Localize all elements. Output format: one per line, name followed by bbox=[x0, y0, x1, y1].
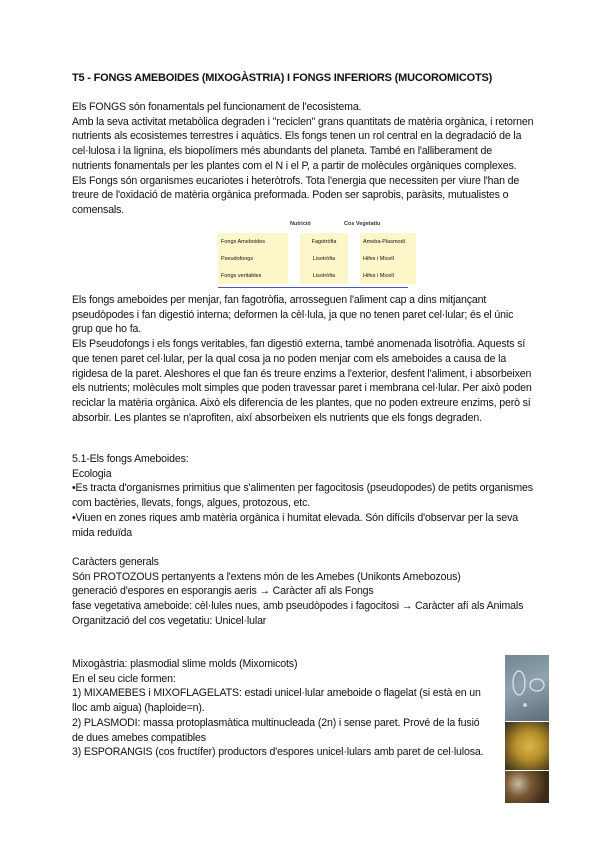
table-cell: Pseudofongs bbox=[218, 250, 288, 267]
table-divider bbox=[218, 287, 408, 288]
bullet-item: •Viuen en zones riques amb matèria orgànica i humitat elevada. Són difícils d'observar per la seva mida reduïda bbox=[72, 511, 519, 539]
mixo-line: 1) MIXAMEBES i MIXOFLAGELATS: estadi unicel·lular ameboide o flagelat (si està en un lloc amb aigua) (haploide=n). bbox=[72, 687, 481, 715]
mixo-line: 2) PLASMODI: massa protoplasmàtica multinucleada (2n) i sense paret. Prové de la fusió de dues amebes compatibles bbox=[72, 716, 480, 744]
table-cell: Lisotròfia bbox=[300, 267, 348, 284]
table-cell: Fongs Ameboides bbox=[218, 233, 288, 250]
characters-line: generació d'espores en esporangis aeris → Caràcter afí als Fongs bbox=[72, 585, 374, 598]
section-subheading: Ecologia bbox=[72, 467, 112, 480]
table-cell: Hifes i Micell bbox=[360, 250, 416, 267]
section-heading: Mixogàstria: plasmodial slime molds (Mixomicots) bbox=[72, 658, 298, 670]
nutrition-table bbox=[218, 233, 416, 284]
page-title: T5 - FONGS AMEBOIDES (MIXOGÀSTRIA) I FONGS INFERIORS (MUCOROMICOTS) bbox=[72, 72, 493, 84]
mixo-section bbox=[72, 657, 490, 760]
sporangia-photo bbox=[505, 771, 549, 803]
characters-section bbox=[72, 555, 534, 629]
intro-paragraph: Amb la seva activitat metabòlica degraden i "reciclen" grans quantitats de matèria orgànica, i retornen nutrients als ecosistemes terrestres i aquàtics. Els fongs tenen un rol central en la degradació de la cel·lulosa i la lignina, els biopolímers més abundants del planeta. També en l'alliberament de nutrients fonamentals per les plantes com el N i el P, a partir de molècules orgàniques complexes. bbox=[72, 115, 534, 172]
table-cell: Ameba-Plasmodi bbox=[360, 233, 416, 250]
myxamoeba-photo bbox=[505, 655, 549, 721]
characters-line: Són PROTOZOUS pertanyents a l'extens món de les Amebes (Unikonts Amebozous) bbox=[72, 570, 461, 583]
body-paragraph: Els fongs ameboides per menjar, fan fagotròfia, arrosseguen l'aliment cap a dins mitjançant pseudòpodes i fan digestió interna; deformen la cèl·lula, ja que no tenen paret cel·lular; és el únic grup que ho fa. bbox=[72, 294, 514, 336]
intro-paragraph: Els FONGS són fonamentals pel funcionament de l'ecosistema. bbox=[72, 101, 362, 113]
characters-line: Organització del cos vegetatiu: Unicel·lular bbox=[72, 614, 267, 627]
table-row bbox=[218, 250, 416, 267]
bullet-item: •Es tracta d'organismes primitius que s'alimenten per fagocitosis (pseudopodes) de petits organismes com bactèries, llevats, fongs, algues, protozous, etc. bbox=[72, 482, 533, 510]
section-heading: 5.1-Els fongs Ameboides: bbox=[72, 453, 189, 465]
body-block bbox=[72, 293, 534, 425]
ameboid-section bbox=[72, 452, 534, 540]
intro-block bbox=[72, 100, 534, 218]
table-row bbox=[218, 267, 416, 284]
table-cell: Hifes i Micell bbox=[360, 267, 416, 284]
table-header-nutrition: Nutrició bbox=[290, 221, 311, 227]
plasmodium-photo bbox=[505, 722, 549, 770]
body-paragraph: Els Pseudofongs i els fongs veritables, fan digestió externa, també anomenada lisotròfia. Aquests sí que tenen paret cel·lular, per la qual cosa ja no poden menjar com els ameboides a causa de la rigidesa de la paret. Aleshores el que fan és treure enzims a l'exterior, desfent l'aliment, i absorbeixen els nutrients; molècules molt simples que poden travessar paret i membrana cel·lular. Per això poden reciclar la matèria orgànica. Això els diferencia de les plantes, que no poden extreure enzims, però sí absorbir. Les plantes se n'aprofiten, així absorbeixen els nutrients que els fongs degraden. bbox=[72, 338, 532, 424]
table-cell: Fagotròfia bbox=[300, 233, 348, 250]
table-cell: Lisotròfia bbox=[300, 250, 348, 267]
mixo-line: 3) ESPORANGIS (cos fructífer) productors d'espores unicel·lulars amb paret de cel·lulosa. bbox=[72, 746, 484, 759]
mixo-line: En el seu cicle formen: bbox=[72, 672, 176, 685]
table-cell: Fongs veritables bbox=[218, 267, 288, 284]
characters-line: fase vegetativa ameboide: cèl·lules nues, amb pseudòpodes i fagocitosi → Caràcter afí als Animals bbox=[72, 600, 524, 613]
table-header-body: Cos Vegetatiu bbox=[344, 221, 381, 227]
table-row bbox=[218, 233, 416, 250]
intro-paragraph: Els Fongs són organismes eucariotes i heteròtrofs. Tota l'energia que necessiten per viure l'han de treure de l'oxidació de matèria orgànica preformada. Poden ser saprobis, paràsits, mutualistes o comensals. bbox=[72, 174, 520, 216]
section-heading: Caràcters generals bbox=[72, 556, 159, 568]
